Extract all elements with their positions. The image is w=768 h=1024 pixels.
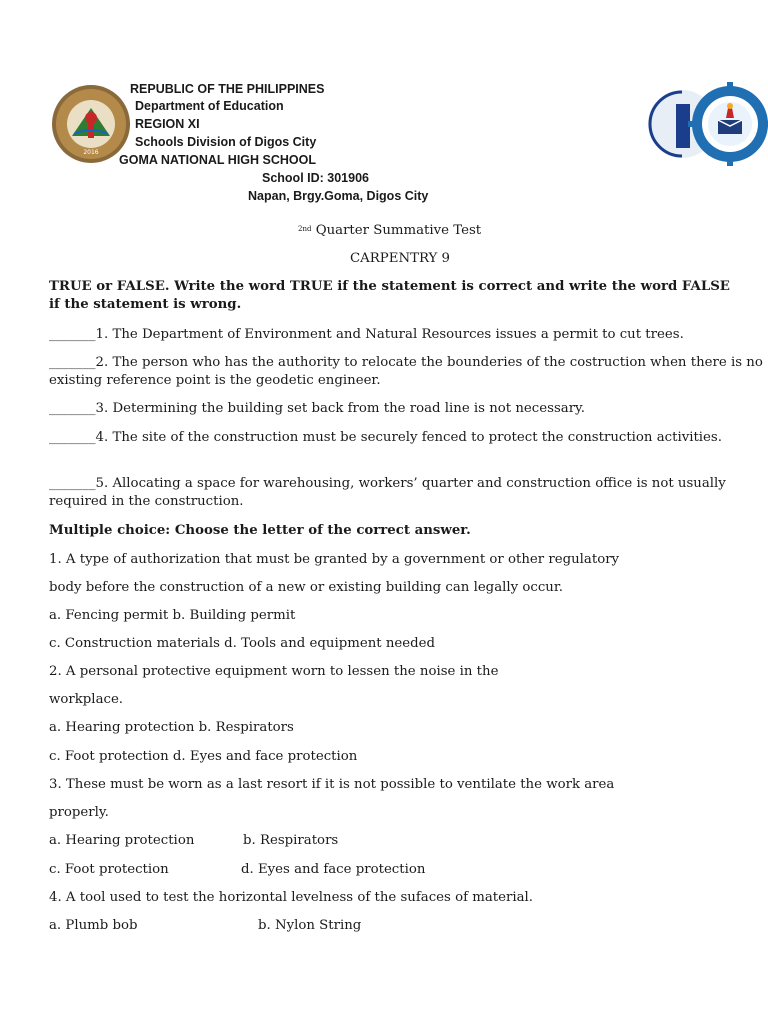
header-department: Department of Education <box>135 99 284 113</box>
mc-q3-line1: 3. These must be worn as a last resort if it is not possible to ventilate the work area <box>49 777 615 792</box>
header-school-id: School ID: 301906 <box>262 171 369 185</box>
mc-q2-options-cd: c. Foot protection d. Eyes and face protection <box>49 749 358 764</box>
mc-q3-option-c: c. Foot protection <box>49 862 169 877</box>
school-logo <box>50 84 132 164</box>
mc-q4-line1: 4. A tool used to test the horizontal levelness of the sufaces of material. <box>49 890 533 905</box>
svg-text:2016: 2016 <box>83 149 99 156</box>
mc-q4-option-a: a. Plumb bob <box>49 918 138 933</box>
mc-instructions: Multiple choice: Choose the letter of the correct answer. <box>49 523 471 538</box>
quarter-superscript: 2nd <box>298 225 312 233</box>
mc-q1-line2: body before the construction of a new or existing building can legally occur. <box>49 580 563 595</box>
mc-q3-line2: properly. <box>49 805 109 820</box>
mc-q3-option-b: b. Respirators <box>243 833 339 848</box>
header-address: Napan, Brgy.Goma, Digos City <box>248 189 429 203</box>
tf-item-3: _______3. Determining the building set back from the road line is not necessary. <box>49 401 586 416</box>
mc-q1-line1: 1. A type of authorization that must be granted by a government or other regulatory <box>49 552 620 567</box>
mc-q2-line2: workplace. <box>49 692 124 707</box>
mc-q3-option-d: d. Eyes and face protection <box>241 862 426 877</box>
test-quarter <box>298 222 481 240</box>
quarter-title: Quarter Summative Test <box>315 223 482 238</box>
mc-q4-option-b: b. Nylon String <box>258 918 362 933</box>
tf-item-5: _______5. Allocating a space for warehousing, workers’ quarter and construction office is not usually required in the construction. <box>49 476 726 509</box>
mc-q1-options-ab: a. Fencing permit b. Building permit <box>49 608 296 623</box>
mc-q2-options-ab: a. Hearing protection b. Respirators <box>49 720 294 735</box>
test-subject: CARPENTRY 9 <box>350 251 451 266</box>
mc-q3-option-a: a. Hearing protection <box>49 833 195 848</box>
tf-instructions: TRUE or FALSE. Write the word TRUE if the statement is correct and write the word FALSE if the statement is wrong. <box>49 279 730 312</box>
header-school: GOMA NATIONAL HIGH SCHOOL <box>119 153 316 167</box>
tf-item-2: _______2. The person who has the authority to relocate the bounderies of the costruction when there is no existing reference point is the geodetic engineer. <box>49 355 763 388</box>
header-region: REGION XI <box>135 117 200 131</box>
mc-q1-options-cd: c. Construction materials d. Tools and equipment needed <box>49 636 436 651</box>
header-republic: REPUBLIC OF THE PHILIPPINES <box>130 82 325 96</box>
mc-q2-line1: 2. A personal protective equipment worn to lessen the noise in the <box>49 664 499 679</box>
tf-item-4: _______4. The site of the construction must be securely fenced to protect the construction activities. <box>49 430 722 445</box>
header-division: Schools Division of Digos City <box>135 135 317 149</box>
tf-item-1: _______1. The Department of Environment and Natural Resources issues a permit to cut trees. <box>49 327 684 342</box>
deped-logo <box>648 82 768 166</box>
